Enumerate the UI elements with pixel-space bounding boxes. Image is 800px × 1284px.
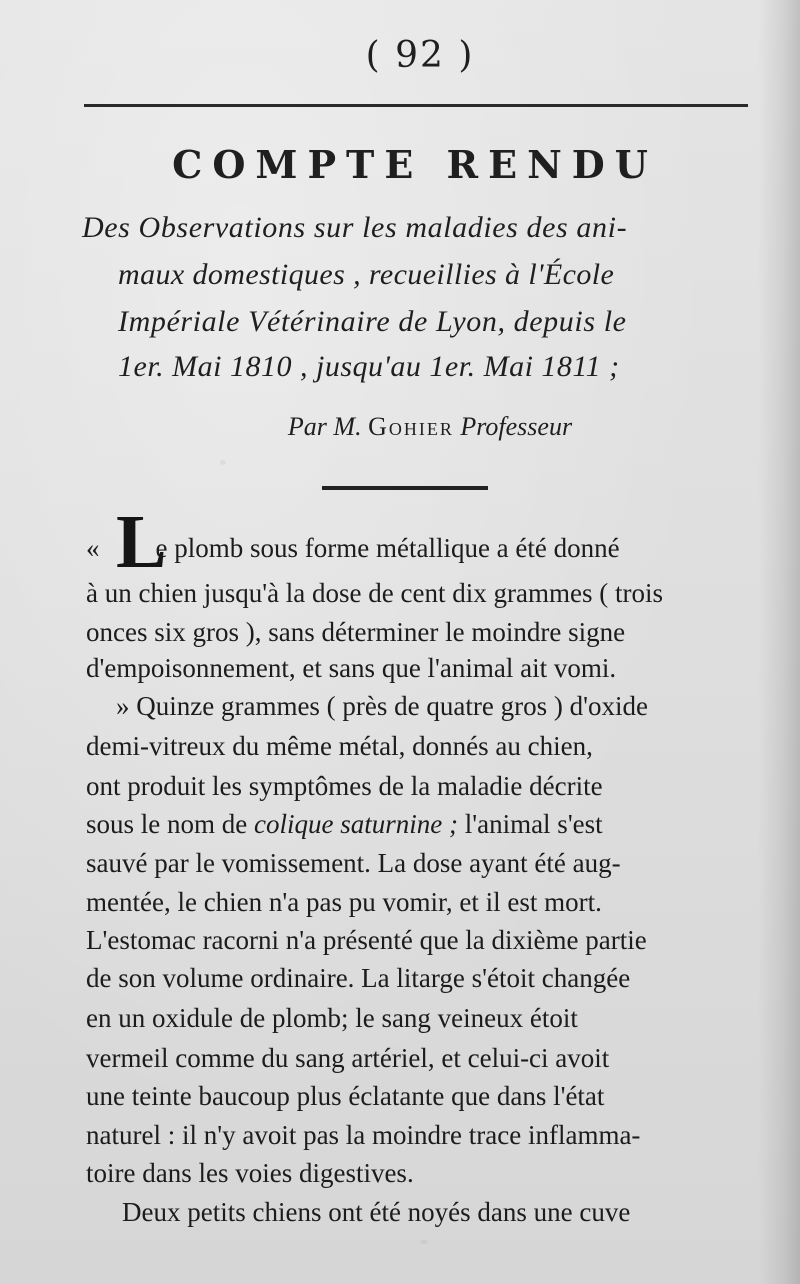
drop-cap: L [116, 500, 167, 584]
opening-quote: « [86, 533, 100, 563]
author-line [0, 410, 800, 444]
body-line: sauvé par le vomissement. La dose ayant été aug- [86, 848, 621, 878]
subtitle-line: 1er. Mai 1810 , jusqu'au 1er. Mai 1811 ; [118, 350, 620, 383]
body-line: L'estomac racorni n'a présenté que la dixième partie [86, 925, 647, 955]
body-line: d'empoisonnement, et sans que l'animal ait vomi. [86, 653, 617, 683]
paper-speck [220, 460, 226, 465]
body-line: demi-vitreux du même métal, donnés au chien, [86, 731, 593, 761]
page-number: ( 92 ) [365, 35, 475, 76]
subtitle-line: maux domestiques , recueillies à l'École [118, 258, 615, 291]
body-line [86, 530, 620, 566]
body-line: une teinte baucoup plus éclatante que dans l'état [86, 1081, 605, 1111]
subtitle-line: Des Observations sur les maladies des ani- [82, 211, 628, 244]
subtitle-line: Impériale Vétérinaire de Lyon, depuis le [118, 305, 627, 338]
body-line: en un oxidule de plomb; le sang veineux étoit [86, 1003, 578, 1033]
body-line: Deux petits chiens ont été noyés dans une cuve [122, 1197, 631, 1227]
author-role: Professeur [460, 412, 573, 441]
body-line-text: sous le nom de [86, 809, 248, 839]
italic-term: colique saturnine ; [254, 809, 458, 839]
paper-speck [420, 1240, 428, 1244]
body-line: de son volume ordinaire. La litarge s'étoit changée [86, 963, 631, 993]
body-line: ont produit les symptômes de la maladie décrite [86, 771, 603, 801]
author-prefix: Par M. [287, 412, 362, 441]
header-rule [84, 104, 748, 107]
body-line: naturel : il n'y avoit pas la moindre trace inflamma- [86, 1120, 641, 1150]
body-line: vermeil comme du sang artériel, et celui-ci avoit [86, 1043, 610, 1073]
body-line: à un chien jusqu'à la dose de cent dix grammes ( trois [86, 578, 663, 608]
section-rule [322, 486, 488, 490]
body-line [86, 806, 603, 842]
body-line: mentée, le chien n'a pas pu vomir, et il est mort. [86, 887, 602, 917]
body-line-text: l'animal s'est [464, 809, 603, 839]
author-name: Gohier [368, 412, 454, 441]
chapter-title: COMPTE RENDU [172, 142, 658, 187]
body-line: » Quinze grammes ( près de quatre gros ) d'oxide [116, 691, 648, 721]
body-line: onces six gros ), sans déterminer le moindre signe [86, 617, 626, 647]
body-line: toire dans les voies digestives. [86, 1158, 414, 1188]
body-line-text: e plomb sous forme métallique a été donné [155, 533, 620, 563]
